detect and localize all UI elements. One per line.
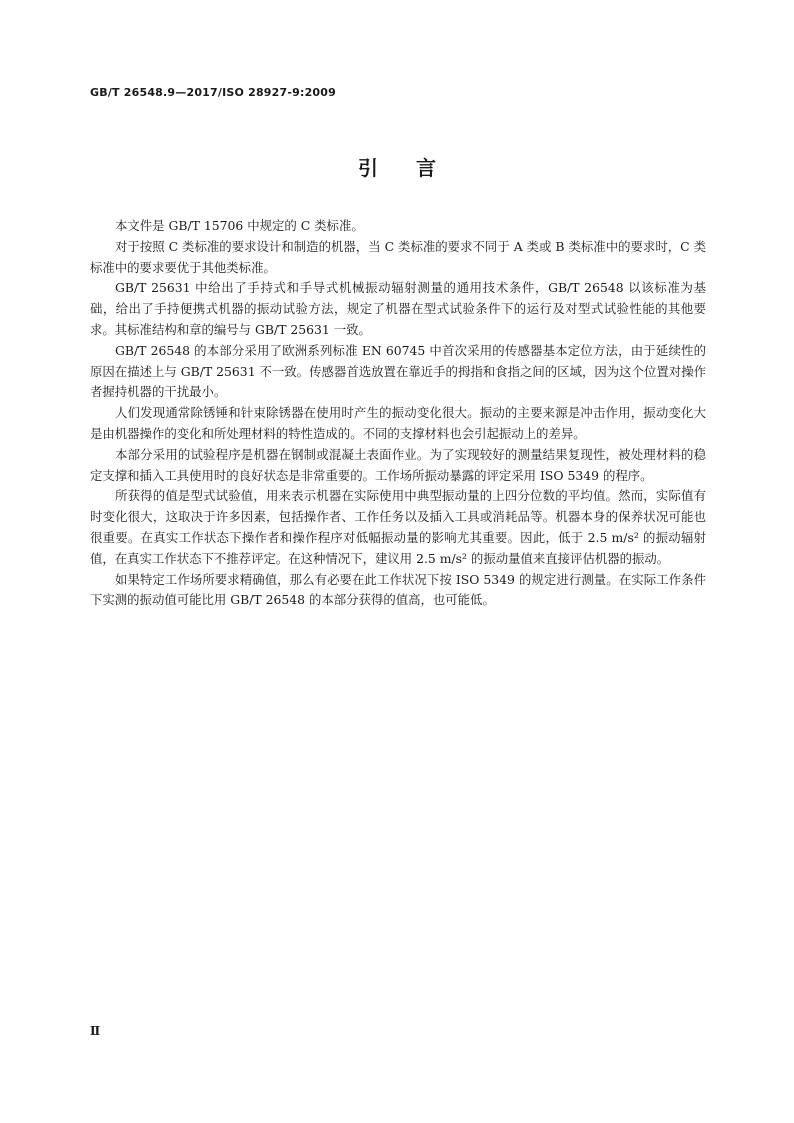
paragraph-8: 如果特定工作场所要求精确值，那么有必要在此工作状况下按 ISO 5349 的规定进行测量。在实际工作条件下实测的振动值可能比用 GB/T 26548 的本部分获得的值高，也可能低。	[90, 571, 706, 608]
paragraph-1: 本文件是 GB/T 15706 中规定的 C 类标准。	[115, 218, 364, 233]
standard-number-header: GB/T 26548.9—2017/ISO 28927-9:2009	[90, 86, 336, 99]
paragraph-7: 所获得的值是型式试验值，用来表示机器在实际使用中典型振动量的上四分位数的平均值。然而，实际值有时变化很大，这取决于许多因素，包括操作者、工作任务以及插入工具或消耗品等。机器本身的保养状况可能也很重要。在真实工作状态下操作者和操作程序对低幅振动量的影响尤其重要。因此，低于 2.5 m/s² 的振动辐射值，在真实工作状态下不推荐评定。在这种情况下，建议用 2.5 m/s² 的振动量值来直接评估机器的振动。	[90, 488, 706, 566]
paragraph-6: 本部分采用的试验程序是机器在钢制或混凝土表面作业。为了实现较好的测量结果复现性，被处理材料的稳定支撑和插入工具使用时的良好状态是非常重要的。工作场所振动暴露的评定采用 ISO 5349 的程序。	[90, 446, 706, 483]
paragraph-5: 人们发现通常除锈锤和针束除锈器在使用时产生的振动变化很大。振动的主要来源是冲击作用，振动变化大是由机器操作的变化和所处理材料的特性造成的。不同的支撑材料也会引起振动上的差异。	[90, 405, 706, 441]
page-number: Ⅱ	[90, 1024, 101, 1038]
paragraph-2: 对于按照 C 类标准的要求设计和制造的机器，当 C 类标准的要求不同于 A 类或 B 类标准中的要求时，C 类标准中的要求要优于其他类标准。	[90, 238, 706, 275]
paragraph-3: GB/T 25631 中给出了手持式和手导式机械振动辐射测量的通用技术条件，GB/T 26548 以该标准为基础，给出了手持便携式机器的振动试验方法，规定了机器在型式试验条件下的运行及对型式试验性能的其他要求。其标准结构和章的编号与 GB/T 25631 一致。	[90, 280, 706, 337]
paragraph-4: GB/T 26548 的本部分采用了欧洲系列标准 EN 60745 中首次采用的传感器基本定位方法，由于延续性的原因在描述上与 GB/T 25631 不一致。传感器首选放置在靠近手的拇指和食指之间的区域，因为这个位置对操作者握持机器的干扰最小。	[90, 342, 706, 400]
page-title: 引言	[358, 156, 474, 180]
introduction-body	[90, 216, 706, 611]
